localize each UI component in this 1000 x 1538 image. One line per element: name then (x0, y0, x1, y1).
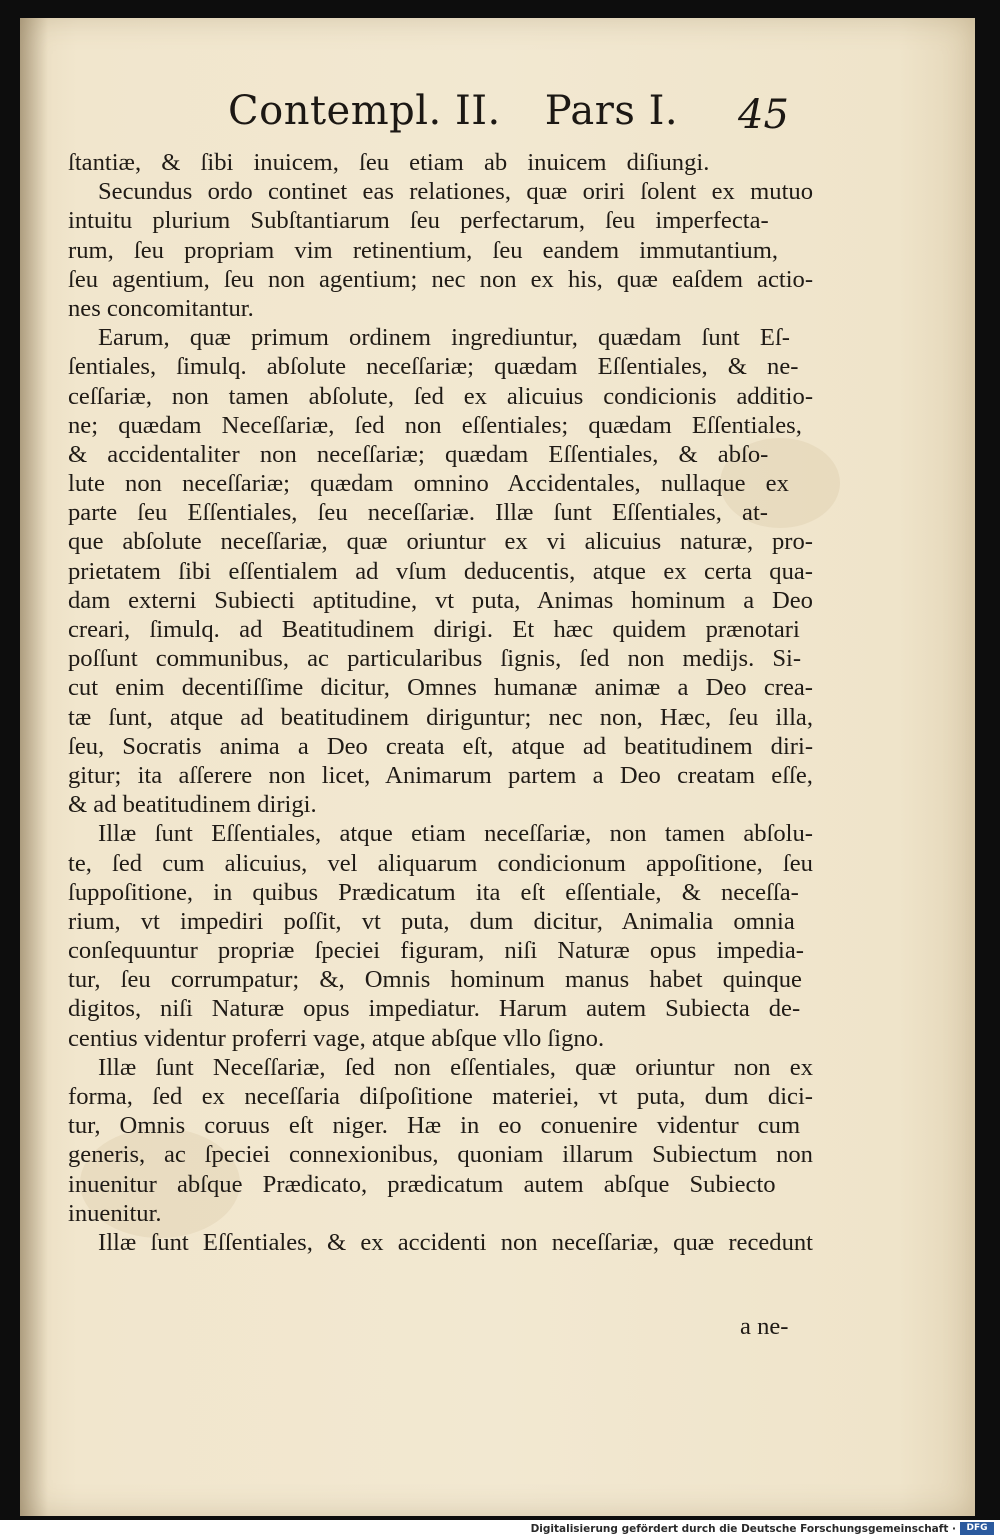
text-line: inuenitur abſque Prædicato, prædicatum autem abſque Subiecto (68, 1170, 776, 1198)
page-header (20, 88, 975, 148)
text-line: prietatem ſibi eſſentialem ad vſum deducentis, atque ex certa qua- (68, 557, 813, 585)
text-line: ne; quædam Neceſſariæ, ſed non eſſentiales; quædam Eſſentiales, (68, 411, 802, 439)
text-line: ſeu agentium, ſeu non agentium; nec non ex his, quæ eaſdem actio- (68, 265, 813, 293)
text-line: nes concomitantur. (68, 294, 254, 322)
running-title: Contempl. II. (228, 88, 501, 134)
text-line: gitur; ita aſſerere non licet, Animarum partem a Deo creatam eſſe, (68, 761, 813, 789)
page-number: 45 (738, 92, 789, 138)
text-line: tur, Omnis coruus eſt niger. Hæ in eo conuenire videntur cum (68, 1112, 801, 1140)
text-line: centius videntur proferri vage, atque abſque vllo ſigno. (68, 1024, 605, 1052)
text-line: parte ſeu Eſſentiales, ſeu neceſſariæ. Illæ ſunt Eſſentiales, at- (68, 499, 768, 527)
text-line: rium, vt impediri poſſit, vt puta, dum dicitur, Animalia omnia (68, 907, 795, 935)
text-line: Illæ ſunt Eſſentiales, & ex accidenti non neceſſariæ, quæ recedunt (98, 1228, 813, 1256)
text-line: inuenitur. (68, 1199, 162, 1227)
text-line: Illæ ſunt Neceſſariæ, ſed non eſſentiales, quæ oriuntur non ex (98, 1053, 813, 1081)
text-line: te, ſed cum alicuius, vel aliquarum condicionum appoſitione, ſeu (68, 849, 813, 877)
text-line: Earum, quæ primum ordinem ingrediuntur, quædam ſunt Eſ- (98, 324, 790, 352)
text-line: generis, ac ſpeciei connexionibus, quoniam illarum Subiectum non (68, 1141, 813, 1169)
text-line: ceſſariæ, non tamen abſolute, ſed ex alicuius condicionis additio- (68, 382, 813, 410)
catchword: a ne- (740, 1313, 789, 1340)
text-line: intuitu plurium Subſtantiarum ſeu perfectarum, ſeu imperfecta- (68, 207, 769, 235)
text-line: ſentiales, ſimulq. abſolute neceſſariæ; quædam Eſſentiales, & ne- (68, 353, 799, 381)
text-line: que abſolute neceſſariæ, quæ oriuntur ex vi alicuius naturæ, pro- (68, 528, 813, 556)
text-line: ſeu, Socratis anima a Deo creata eſt, atque ad beatitudinem diri- (68, 732, 813, 760)
text-line: ſtantiæ, & ſibi inuicem, ſeu etiam ab inuicem diſiungi. (68, 149, 710, 176)
text-line: digitos, niſi Naturæ opus impediatur. Harum autem Subiecta de- (68, 995, 801, 1023)
text-line: poſſunt communibus, ac particularibus ſignis, ſed non medijs. Si- (68, 645, 802, 673)
text-line: tur, ſeu corrumpatur; &, Omnis hominum manus habet quinque (68, 966, 802, 994)
book-page (20, 18, 975, 1516)
running-head (228, 88, 678, 134)
text-line: lute non neceſſariæ; quædam omnino Accidentales, nullaque ex (68, 470, 789, 498)
text-line: forma, ſed ex neceſſaria diſpoſitione materiei, vt puta, dum dici- (68, 1083, 813, 1110)
text-line: tæ ſunt, atque ad beatitudinem diriguntur; nec non, Hæc, ſeu illa, (68, 703, 813, 731)
text-line: & ad beatitudinem dirigi. (68, 791, 317, 819)
gutter-shadow (20, 18, 48, 1516)
text-line: creari, ſimulq. ad Beatitudinem dirigi. Et hæc quidem prænotari (68, 616, 800, 643)
part-label: Pars I. (544, 88, 679, 134)
text-line: Illæ ſunt Eſſentiales, atque etiam neceſſariæ, non tamen abſolu- (98, 820, 813, 848)
text-line: ſuppoſitione, in quibus Prædicatum ita eſt eſſentiale, & neceſſa- (68, 878, 799, 906)
text-line: & accidentaliter non neceſſariæ; quædam Eſſentiales, & abſo- (68, 440, 769, 468)
text-line: conſequuntur propriæ ſpeciei figuram, niſi Naturæ opus impedia- (68, 937, 804, 965)
text-line: Secundus ordo continet eas relationes, quæ oriri ſolent ex mutuo (98, 178, 813, 206)
text-line: cut enim decentiſſime dicitur, Omnes humanæ animæ a Deo crea- (68, 674, 813, 702)
body-text (68, 148, 813, 1257)
text-line: dam externi Subiecti aptitudine, vt puta, Animas hominum a Deo (68, 586, 813, 614)
digitization-credit: Digitalisierung gefördert durch die Deutsche Forschungsgemeinschaft · (530, 1523, 956, 1535)
text-line: rum, ſeu propriam vim retinentium, ſeu eandem immutantium, (68, 236, 778, 264)
dfg-logo-icon: DFG (960, 1522, 994, 1535)
